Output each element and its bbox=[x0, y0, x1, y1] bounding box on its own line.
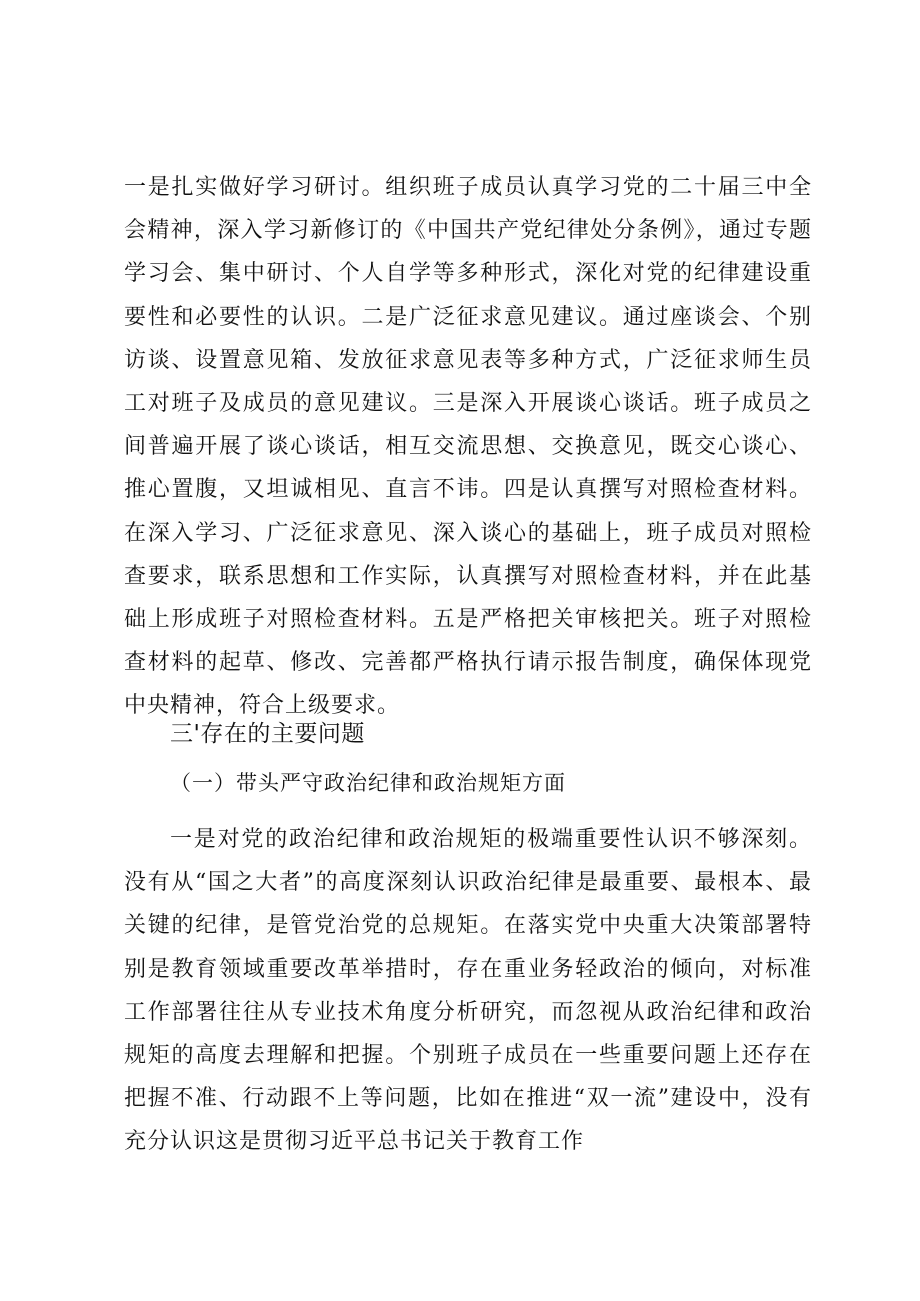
subsection-heading: （一）带头严守政治纪律和政治规矩方面 bbox=[170, 771, 566, 795]
body-paragraph-2: 一是对党的政治纪律和政治规矩的极端重要性认识不够深刻。没有从“国之大者”的高度深刻认识政治纪律是最重要、最根本、最关键的纪律，是管党治党的总规矩。在落实党中央重大决策部署特别是教育领域重要改革举措时，存在重业务轻政治的倾向，对标准工作部署往往从专业技术角度分析研究，而忽视从政治纪律和政治规矩的高度去理解和把握。个别班子成员在一些重要问题上还存在把握不准、行动跟不上等问题，比如在推进“双一流”建设中，没有充分认识这是贯彻习近平总书记关于教育工作 bbox=[124, 827, 812, 1155]
section-heading: 三'存在的主要问题 bbox=[170, 721, 365, 747]
body-paragraph-1: 一是扎实做好学习研讨。组织班子成员认真学习党的二十届三中全会精神，深入学习新修订的《中国共产党纪律处分条例》，通过专题学习会、集中研讨、个人自学等多种形式，深化对党的纪律建设重要性和必要性的认识。二是广泛征求意见建议。通过座谈会、个别访谈、设置意见箱、发放征求意见表等多种方式，广泛征求师生员工对班子及成员的意见建议。三是深入开展谈心谈话。班子成员之间普遍开展了谈心谈话，相互交流思想、交换意见，既交心谈心、推心置腹，又坦诚相见、直言不讳。四是认真撰写对照检查材料。在深入学习、广泛征求意见、深入谈心的基础上，班子成员对照检查要求，联系思想和工作实际，认真撰写对照检查材料，并在此基础上形成班子对照检查材料。五是严格把关审核把关。班子对照检查材料的起草、修改、完善都严格执行请示报告制度，确保体现党中央精神，符合上级要求。 bbox=[124, 175, 812, 719]
